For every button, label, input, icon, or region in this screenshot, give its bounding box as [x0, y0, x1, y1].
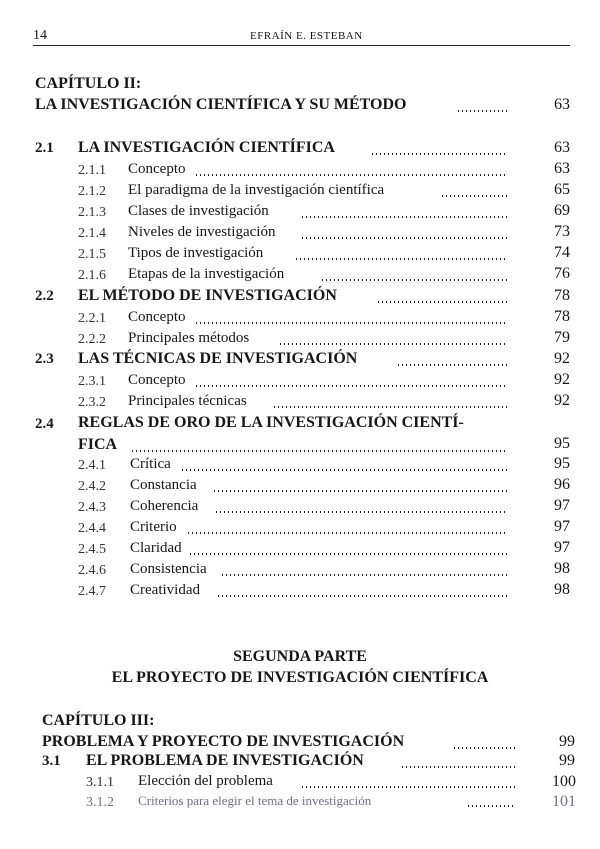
section-num: 2.2 [35, 288, 54, 304]
subsection-num: 2.1.4 [78, 226, 106, 241]
section-page: 95 [554, 435, 570, 452]
subsection-title: Concepto [128, 372, 186, 388]
subsection-num: 2.1.1 [78, 163, 106, 178]
section-page: 63 [554, 139, 570, 156]
subsection-title: Constancia [130, 477, 197, 493]
section-num: 2.4 [35, 416, 54, 432]
chapter-2-title: LA INVESTIGACIÓN CIENTÍFICA Y SU MÉTODO [35, 96, 407, 113]
toc-leader [322, 279, 508, 281]
chapter-3-label: CAPÍTULO III: [42, 712, 155, 729]
toc-leader [296, 258, 508, 260]
toc-leader [182, 469, 508, 471]
subsection-page: 97 [554, 539, 570, 556]
toc-leader [218, 595, 508, 597]
section-title-continued: FICA [78, 436, 118, 453]
subsection-title: Concepto [128, 161, 186, 177]
subsection-page: 69 [554, 202, 570, 219]
subsection-page: 79 [554, 329, 570, 346]
toc-leader [302, 786, 516, 788]
section-title: EL PROBLEMA DE INVESTIGACIÓN [86, 752, 364, 769]
subsection-page: 65 [554, 181, 570, 198]
subsection-num: 2.4.6 [78, 563, 106, 578]
subsection-num: 2.1.6 [78, 268, 106, 283]
subsection-page: 92 [554, 371, 570, 388]
section-num: 2.1 [35, 140, 54, 156]
chapter-3-title: PROBLEMA Y PROYECTO DE INVESTIGACIÓN [42, 733, 405, 750]
section-page: 92 [554, 350, 570, 367]
subsection-page: 76 [554, 265, 570, 282]
toc-leader [190, 553, 508, 555]
section-page: 99 [559, 752, 575, 769]
chapter-3-page: 99 [559, 733, 575, 750]
subsection-num: 2.4.4 [78, 521, 106, 536]
subsection-title: Principales métodos [128, 330, 250, 346]
toc-leader [214, 490, 508, 492]
subsection-title: Tipos de investigación [128, 245, 264, 261]
subsection-num: 2.4.3 [78, 500, 106, 515]
section-title: REGLAS DE ORO DE LA INVESTIGACIÓN CIENTÍ- [78, 414, 464, 431]
toc-leader [216, 511, 508, 513]
toc-leader [454, 747, 516, 749]
subsection-num: 2.4.1 [78, 458, 106, 473]
subsection-title: Elección del problema [138, 773, 273, 789]
toc-leader [188, 532, 508, 534]
subsection-num: 2.4.2 [78, 479, 106, 494]
part-title: EL PROYECTO DE INVESTIGACIÓN CIENTÍFICA [111, 669, 489, 686]
subsection-title: Coherencia [130, 498, 199, 514]
subsection-num: 2.4.7 [78, 584, 106, 599]
subsection-num: 3.1.2 [86, 795, 114, 810]
toc-leader [196, 174, 508, 176]
subsection-title: Etapas de la investigación [128, 266, 285, 282]
subsection-page: 98 [554, 560, 570, 577]
section-page: 78 [554, 287, 570, 304]
subsection-page: 97 [554, 518, 570, 535]
toc-leader [468, 805, 516, 807]
subsection-num: 2.1.5 [78, 247, 106, 262]
subsection-num: 2.4.5 [78, 542, 106, 557]
page-number: 14 [33, 28, 47, 43]
subsection-title: Clases de investigación [128, 203, 269, 219]
subsection-title: Concepto [128, 309, 186, 325]
toc-leader [442, 195, 508, 197]
subsection-num: 2.3.1 [78, 374, 106, 389]
running-head-author: EFRAÍN E. ESTEBAN [250, 30, 363, 42]
section-title: EL MÉTODO DE INVESTIGACIÓN [78, 287, 337, 304]
subsection-title: Crítica [130, 456, 171, 472]
subsection-title: Niveles de investigación [128, 224, 276, 240]
subsection-num: 2.1.3 [78, 205, 106, 220]
subsection-num: 2.1.2 [78, 184, 106, 199]
subsection-page: 92 [554, 392, 570, 409]
subsection-page: 95 [554, 455, 570, 472]
subsection-page: 97 [554, 497, 570, 514]
toc-leader [402, 766, 516, 768]
section-title: LA INVESTIGACIÓN CIENTÍFICA [78, 139, 335, 156]
chapter-2-page: 63 [554, 96, 570, 113]
subsection-num: 2.2.2 [78, 332, 106, 347]
subsection-title: Principales técnicas [128, 393, 247, 409]
subsection-page: 98 [554, 581, 570, 598]
subsection-title: Criterios para elegir el tema de investigación [138, 793, 372, 808]
toc-leader [222, 574, 508, 576]
subsection-page: 96 [554, 476, 570, 493]
toc-leader [372, 153, 508, 155]
subsection-page: 78 [554, 308, 570, 325]
toc-leader [398, 364, 508, 366]
subsection-title: Claridad [130, 540, 182, 556]
subsection-num: 2.3.2 [78, 395, 106, 410]
section-title: LAS TÉCNICAS DE INVESTIGACIÓN [78, 350, 358, 367]
subsection-title: Creatividad [130, 582, 200, 598]
subsection-page: 73 [554, 223, 570, 240]
subsection-page: 63 [554, 160, 570, 177]
toc-leader [458, 110, 508, 112]
toc-leader [302, 216, 508, 218]
toc-leader [302, 237, 508, 239]
subsection-title: Criterio [130, 519, 177, 535]
toc-leader [378, 301, 508, 303]
chapter-2-label: CAPÍTULO II: [35, 75, 142, 92]
subsection-page: 74 [554, 244, 570, 261]
subsection-title: Consistencia [130, 561, 207, 577]
subsection-num: 3.1.1 [86, 775, 114, 790]
subsection-num: 2.2.1 [78, 311, 106, 326]
toc-leader [280, 343, 508, 345]
subsection-title: El paradigma de la investigación científica [128, 182, 385, 198]
part-label: SEGUNDA PARTE [233, 648, 367, 665]
subsection-page: 101 [552, 793, 576, 810]
toc-leader [132, 450, 508, 452]
subsection-page: 100 [552, 773, 576, 790]
toc-leader [196, 322, 508, 324]
header-rule [33, 45, 570, 46]
toc-leader [196, 385, 508, 387]
section-num: 2.3 [35, 351, 54, 367]
section-num: 3.1 [42, 753, 61, 769]
toc-leader [274, 406, 508, 408]
